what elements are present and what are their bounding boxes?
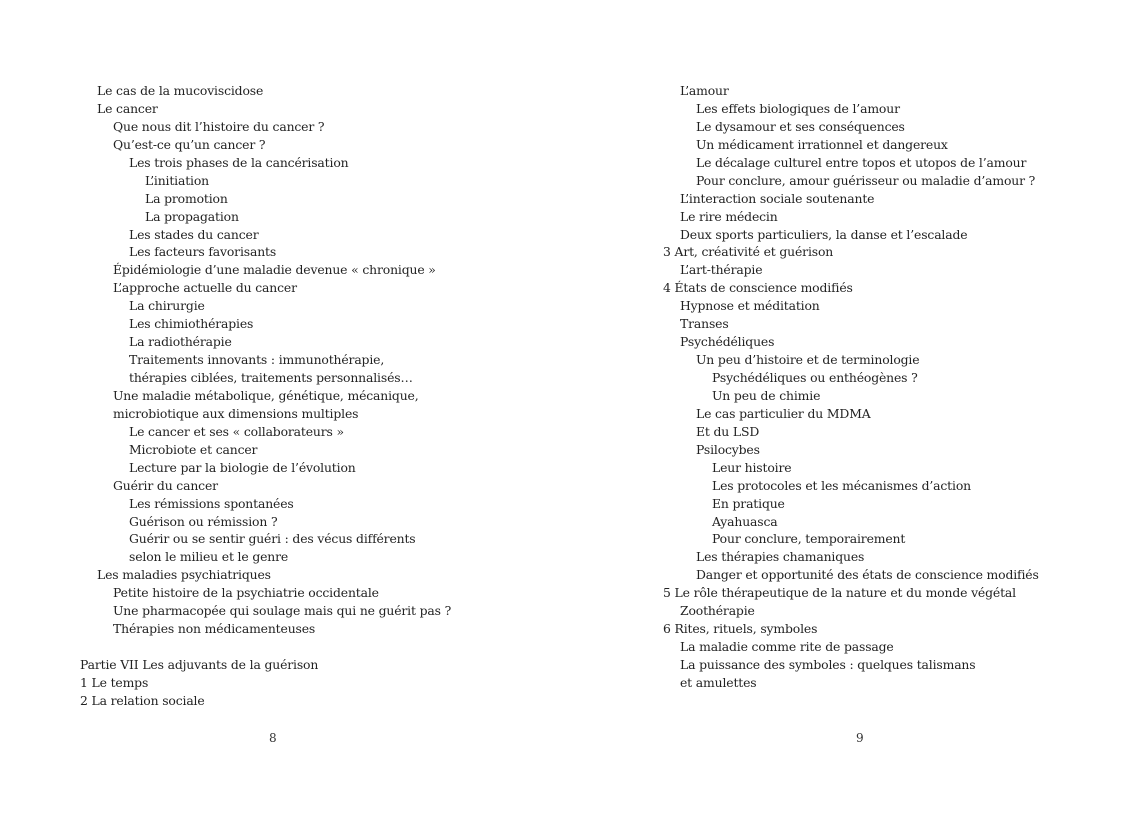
toc-entry: 6 Rites, rituels, symboles xyxy=(663,621,818,637)
toc-entry: Le cas de la mucoviscidose xyxy=(97,83,264,98)
toc-entry: Les effets biologiques de l’amour xyxy=(696,100,900,116)
toc-entry: selon le milieu et le genre xyxy=(129,549,289,565)
toc-entry: Psilocybes xyxy=(696,441,760,457)
toc-entry: 2 La relation sociale xyxy=(80,692,205,708)
toc-entry: Microbiote et cancer xyxy=(129,441,258,457)
toc-entry: Une maladie métabolique, génétique, mécanique, xyxy=(113,387,419,403)
toc-entry: Les stades du cancer xyxy=(129,226,259,242)
toc-entry: Danger et opportunité des états de conscience modifiés xyxy=(696,567,1039,583)
toc-spacer xyxy=(80,638,550,656)
toc-entry: Zoothérapie xyxy=(680,603,755,619)
toc-entry: La puissance des symboles : quelques talismans xyxy=(680,657,976,672)
toc-entry: Guérir du cancer xyxy=(113,477,218,493)
toc-entry: 5 Le rôle thérapeutique de la nature et du monde végétal xyxy=(663,585,1016,601)
toc-entry: Et du LSD xyxy=(696,423,760,439)
toc-entry: Petite histoire de la psychiatrie occidentale xyxy=(113,585,379,601)
toc-entry: Le décalage culturel entre topos et utopos de l’amour xyxy=(696,154,1027,170)
toc-entry: L’approche actuelle du cancer xyxy=(113,280,297,296)
toc-entry: Le cancer et ses « collaborateurs » xyxy=(129,423,344,439)
toc-entry: La chirurgie xyxy=(129,298,205,314)
toc-entry: Une pharmacopée qui soulage mais qui ne guérit pas ? xyxy=(113,603,452,619)
toc-entry: 1 Le temps xyxy=(80,674,149,690)
toc-entry: Les thérapies chamaniques xyxy=(696,549,865,565)
toc-entry: 3 Art, créativité et guérison xyxy=(663,244,834,260)
toc-entry: La propagation xyxy=(145,208,239,224)
toc-entry: thérapies ciblées, traitements personnalisés… xyxy=(129,370,413,385)
toc-entry: L’interaction sociale soutenante xyxy=(680,190,875,206)
toc-entry: Hypnose et méditation xyxy=(680,298,820,314)
toc-entry: Pour conclure, temporairement xyxy=(712,531,906,547)
toc-entry: Que nous dit l’histoire du cancer ? xyxy=(113,118,325,134)
toc-entry: Ayahuasca xyxy=(712,513,778,529)
toc-entry: Pour conclure, amour guérisseur ou maladie d’amour ? xyxy=(696,172,1036,188)
toc-entry: Le dysamour et ses conséquences xyxy=(696,118,905,134)
toc-entry: Leur histoire xyxy=(712,459,792,475)
toc-entry: Guérison ou rémission ? xyxy=(129,513,278,529)
toc-entry: Le rire médecin xyxy=(680,208,778,224)
toc-entry: Psychédéliques xyxy=(680,334,775,350)
toc-entry: Qu’est-ce qu’un cancer ? xyxy=(113,136,266,152)
toc-entry: Le cancer xyxy=(97,100,158,116)
page-number-right: 9 xyxy=(856,731,864,745)
toc-entry: L’amour xyxy=(680,83,729,98)
toc-entry: Un médicament irrationnel et dangereux xyxy=(696,136,948,152)
toc-entry: Épidémiologie d’une maladie devenue « chronique » xyxy=(113,262,436,278)
toc-entry: La promotion xyxy=(145,190,228,206)
page-number-left: 8 xyxy=(269,731,277,745)
toc-entry: Un peu d’histoire et de terminologie xyxy=(696,352,920,368)
toc-entry: La radiothérapie xyxy=(129,334,232,350)
table-of-contents-left xyxy=(80,82,550,710)
toc-entry: microbiotique aux dimensions multiples xyxy=(113,405,359,421)
toc-entry: Un peu de chimie xyxy=(712,387,821,403)
toc-entry: Thérapies non médicamenteuses xyxy=(113,621,316,637)
toc-entry: La maladie comme rite de passage xyxy=(680,639,894,655)
toc-entry: Les trois phases de la cancérisation xyxy=(129,154,349,170)
toc-entry: Lecture par la biologie de l’évolution xyxy=(129,459,356,475)
toc-entry: Traitements innovants : immunothérapie, xyxy=(129,352,385,368)
toc-entry: Les chimiothérapies xyxy=(129,316,254,332)
toc-entry: 4 États de conscience modifiés xyxy=(663,280,853,296)
toc-entry: Le cas particulier du MDMA xyxy=(696,405,871,421)
toc-entry: En pratique xyxy=(712,495,785,511)
toc-entry: Transes xyxy=(680,316,729,332)
toc-entry: Les protocoles et les mécanismes d’action xyxy=(712,477,971,493)
toc-entry: Deux sports particuliers, la danse et l’escalade xyxy=(680,226,968,242)
toc-entry: et amulettes xyxy=(680,674,757,690)
toc-entry: Partie VII Les adjuvants de la guérison xyxy=(80,657,319,672)
toc-entry: Les facteurs favorisants xyxy=(129,244,277,260)
toc-entry: Les rémissions spontanées xyxy=(129,495,294,511)
toc-entry: Psychédéliques ou enthéogènes ? xyxy=(712,370,918,385)
toc-entry: Guérir ou se sentir guéri : des vécus différents xyxy=(129,531,416,547)
right-page xyxy=(565,0,1130,827)
toc-entry: L’initiation xyxy=(145,172,210,188)
table-of-contents-right xyxy=(663,82,1123,692)
toc-entry: L’art-thérapie xyxy=(680,262,763,278)
toc-entry: Les maladies psychiatriques xyxy=(97,567,271,583)
